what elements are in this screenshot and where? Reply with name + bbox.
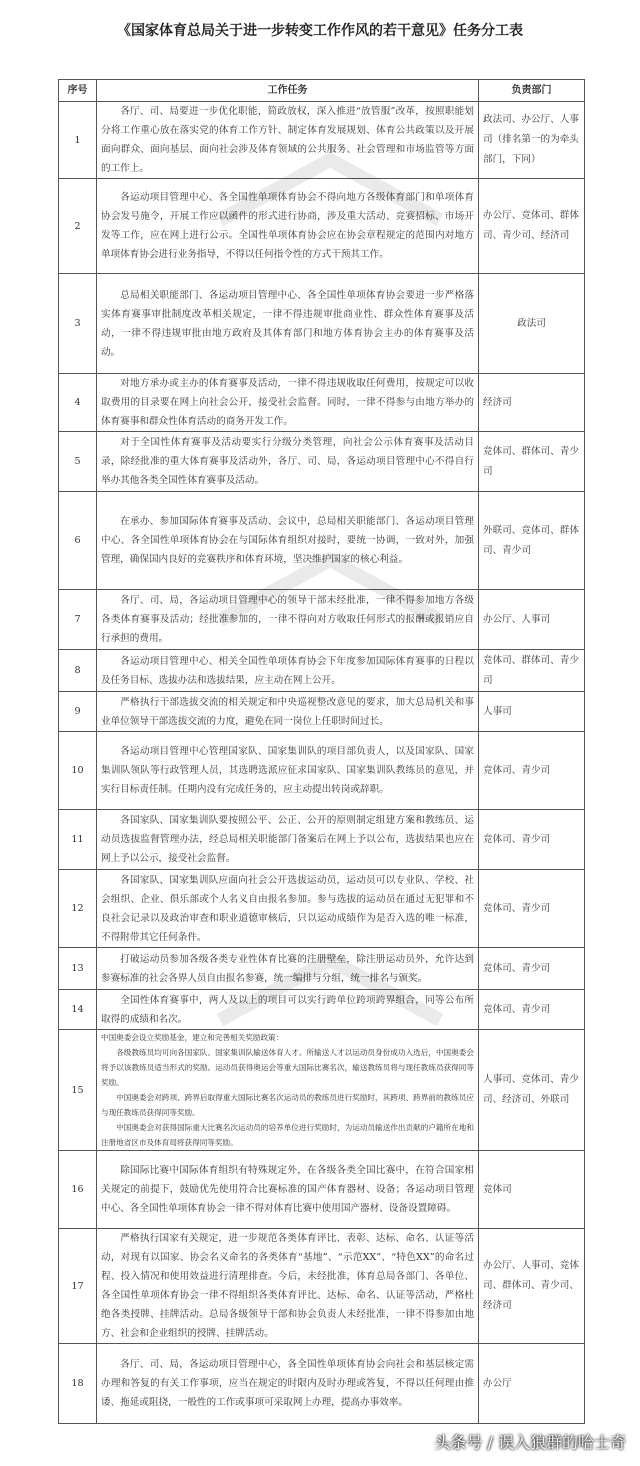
row-number: 9 [59, 692, 97, 732]
row-number: 18 [59, 1344, 97, 1424]
header-num: 序号 [59, 80, 97, 102]
row-task [97, 870, 479, 948]
table-row [59, 492, 585, 590]
row-number: 6 [59, 492, 97, 590]
task-paragraph: 各级教练员均可向各国家队、国家集训队输送体育人才。所输送人才以运动员身份成功入选后，中国奥委会将予以该教练员适当形式的奖励。运动员获得奥运会等重大国际比赛名次，输送教练员将与现任教练员获得同等奖励。 [101, 1048, 474, 1087]
row-number: 1 [59, 102, 97, 179]
row-task [97, 492, 479, 590]
table-row [59, 1229, 585, 1344]
table-row [59, 1344, 585, 1424]
row-number: 12 [59, 870, 97, 948]
table-row [59, 810, 585, 870]
task-paragraph: 各厅、司、局，各运动项目管理中心的领导干部未经批准，一律不得参加地方各级各类体育赛事及活动；经批准参加的，一律不得向对方收取任何形式的报酬或报销应自行承担的费用。 [101, 595, 474, 644]
table-row [59, 650, 585, 692]
table-row [59, 732, 585, 810]
row-department: 竞体司、青少司 [479, 948, 585, 990]
task-paragraph: 各运动项目管理中心、各全国性单项体育协会不得向地方各级体育部门和单项体育协会发号施令，开展工作应以函件的形式进行协商，涉及重大活动、竞赛招标、市场开发等工作，应在网上进行公示。全国性单项体育协会应在协会章程规定的范围内对地方单项体育协会进行业务指导，不得以任何指令性的方式干预其工作。 [101, 192, 474, 260]
row-department: 经济司 [479, 374, 585, 432]
task-paragraph: 中国奥委会设立奖励基金，建立和完善相关奖励政策： [101, 1033, 284, 1042]
table-header-row [59, 80, 585, 102]
watermark-text: 头条号 / 误入狼群的哈士奇 [434, 1433, 626, 1452]
task-paragraph: 各国家队、国家集训队要按照公平、公正、公开的原则制定组建方案和教练员、运动员选拔监督管理办法，经总局相关职能部门备案后在网上予以公布，选拔结果也应在网上予以公示，接受社会监督。 [101, 815, 474, 864]
row-task [97, 1344, 479, 1424]
row-department: 竞体司、青少司 [479, 810, 585, 870]
task-paragraph: 各厅、司、局要进一步优化职能，简政放权，深入推进“放管服”改革，按照职能划分将工作重心放在落实党的体育工作方针、制定体育发展规划、体育公共政策以及开展面向群众、面向基层、面向社会涉及体育领域的公共服务、社会管理和市场监管等方面的工作上。 [101, 106, 474, 174]
table-row [59, 274, 585, 374]
task-paragraph: 对于全国性体育赛事及活动要实行分级分类管理，向社会公示体育赛事及活动目录，除经批准的重大体育赛事及活动外，各厅、司、局，各运动项目管理中心不得自行举办其他各类全国性体育赛事及活动。 [101, 437, 474, 486]
row-number: 17 [59, 1229, 97, 1344]
table-row [59, 432, 585, 492]
row-number: 14 [59, 990, 97, 1030]
table-row [59, 590, 585, 650]
task-paragraph: 各运动项目管理中心、相关全国性单项体育协会下年度参加国际体育赛事的日程以及任务目标、选拔办法和选拔结果，应主动在网上公开。 [101, 655, 474, 686]
row-number: 5 [59, 432, 97, 492]
row-task [97, 732, 479, 810]
row-number: 3 [59, 274, 97, 374]
table-row [59, 1030, 585, 1151]
table-row [59, 870, 585, 948]
row-task [97, 590, 479, 650]
task-paragraph: 严格执行干部选拔交流的相关规定和中央巡视整改意见的要求，加大总局机关和事业单位领导干部选拔交流的力度，避免在同一岗位上任职时间过长。 [101, 696, 474, 727]
row-number: 11 [59, 810, 97, 870]
document-title: 《国家体育总局关于进一步转变工作作风的若干意见》任务分工表 [117, 23, 523, 39]
row-number: 15 [59, 1030, 97, 1151]
row-department: 竞体司、青少司 [479, 732, 585, 810]
row-task [97, 102, 479, 179]
task-paragraph: 全国性体育赛事中，两人及以上的项目可以实行跨单位跨项跨界组合，同等公布所取得的成绩和名次。 [101, 994, 474, 1025]
row-task [97, 1229, 479, 1344]
row-task [97, 650, 479, 692]
row-task [97, 948, 479, 990]
row-department: 竞体司、青少司 [479, 870, 585, 948]
task-paragraph: 打破运动员参加各级各类专业性体育比赛的注册壁垒，除注册运动员外，允许达到参赛标准的社会各界人员自由报名参赛，统一编排与分组，统一排名与颁奖。 [101, 953, 474, 984]
row-task [97, 432, 479, 492]
task-paragraph: 除国际比赛中国际体育组织有特殊规定外，在各级各类全国比赛中，在符合国家相关规定的前提下，鼓励优先使用符合比赛标准的国产体育器材、设备；各运动项目管理中心、各全国性单项体育协会一律不得对体育比赛中使用国产器材、设备设置障碍。 [101, 1165, 474, 1214]
row-department: 办公厅 [479, 1344, 585, 1424]
row-department: 政法司、办公厅、人事司（排名第一的为牵头部门，下同） [479, 102, 585, 179]
row-department: 竞体司、群体司、青少司 [479, 432, 585, 492]
row-number: 8 [59, 650, 97, 692]
row-task [97, 810, 479, 870]
task-paragraph: 严格执行国家有关规定，进一步规范各类体育评比、表彰、达标、命名、认证等活动，对现有以国家、协会名义命名的各类体育“基地”、“示范XX”、“特色XX”的命名过程、投入情况和使用效益进行清理排查。今后，未经批准，体育总局各部门、各单位、各全国性单项体育协会一律不得组织各类体育评比、达标、命名、认证等活动，严格杜绝各类授牌、挂牌活动。总局各级领导干部和协会负责人未经批准，一律不得参加由地方、社会和企业组织的授牌、挂牌活动。 [101, 1233, 474, 1339]
row-department: 竞体司、群体司、青少司 [479, 650, 585, 692]
row-task [97, 692, 479, 732]
table-row [59, 692, 585, 732]
table-row [59, 374, 585, 432]
task-paragraph: 中国奥委会对获得国际重大比赛名次运动员的培养单位进行奖励时，为运动员输送作出贡献的户籍所在地和注册地省区市及体育局将获得同等奖励。 [101, 1123, 474, 1147]
row-department: 办公厅、人事司、竞体司、群体司、青少司、经济司 [479, 1229, 585, 1344]
row-task [97, 1151, 479, 1229]
table-row [59, 990, 585, 1030]
table-row [59, 948, 585, 990]
task-paragraph: 对地方承办或主办的体育赛事及活动，一律不得违规收取任何费用，按规定可以收取费用的目录要在网上向社会公开，接受社会监督。同时，一律不得参与由地方举办的体育赛事和群众性体育活动的商务开发工作。 [101, 378, 474, 427]
row-number: 7 [59, 590, 97, 650]
row-department: 政法司 [479, 274, 585, 374]
task-table [58, 79, 585, 1424]
row-department: 竞体司 [479, 1151, 585, 1229]
row-task [97, 990, 479, 1030]
task-paragraph: 各国家队、国家集训队应面向社会公开选拔运动员，运动员可以专业队、学校、社会组织、企业、俱乐部或个人名义自由报名参加。参与选拔的运动员在通过无犯罪和不良社会记录以及政治审查和职业道德审核后，只以运动成绩作为是否入选的唯一标准，不得附带其它任何条件。 [101, 874, 474, 943]
header-task: 工作任务 [97, 80, 479, 102]
row-number: 13 [59, 948, 97, 990]
row-number: 16 [59, 1151, 97, 1229]
row-department: 外联司、竞体司、群体司、青少司 [479, 492, 585, 590]
task-paragraph: 各运动项目管理中心管理国家队、国家集训队的项目部负责人，以及国家队、国家集训队领队等行政管理人员，其选聘选派应征求国家队、国家集训队教练员的意见，并实行目标责任制。任期内没有完成任务的，应主动提出转岗或辞职。 [101, 746, 474, 795]
row-department: 竞体司、青少司 [479, 990, 585, 1030]
row-department: 办公厅、人事司 [479, 590, 585, 650]
row-department: 办公厅、竞体司、群体司、青少司、经济司 [479, 179, 585, 274]
task-paragraph: 在承办、参加国际体育赛事及活动、会议中，总局相关职能部门、各运动项目管理中心、各全国性单项体育协会在与国际体育组织对接时，要统一协调，一致对外，加强管理，确保国内良好的竞赛秩序和体育环境，坚决维护国家的核心利益。 [101, 516, 474, 565]
task-paragraph: 总局相关职能部门、各运动项目管理中心、各全国性单项体育协会要进一步严格落实体育赛事审批制度改革相关规定，一律不得违规审批商业性、群众性体育赛事及活动，一律不得违规审批由地方政府及其体育部门和地方体育协会主办的体育赛事及活动。 [101, 289, 474, 358]
table-row [59, 1151, 585, 1229]
task-paragraph: 中国奥委会对跨项、跨界后取得重大国际比赛名次运动员的教练员进行奖励时，其跨项、跨界前的教练员应与现任教练员获得同等奖励。 [101, 1093, 474, 1117]
table-row [59, 179, 585, 274]
task-paragraph: 各厅、司、局，各运动项目管理中心，各全国性单项体育协会向社会和基层核定需办理和答复的有关工作事项，应当在规定的时限内及时办理或答复，不得以任何理由推诿、拖延或阻挠，一般性的工作或事项可采取网上办理，提高办事效率。 [101, 1359, 474, 1408]
row-number: 4 [59, 374, 97, 432]
row-task [97, 1030, 479, 1151]
row-number: 10 [59, 732, 97, 810]
table-row [59, 102, 585, 179]
header-dept: 负责部门 [479, 80, 585, 102]
row-task [97, 274, 479, 374]
row-number: 2 [59, 179, 97, 274]
row-task [97, 179, 479, 274]
row-department: 人事司 [479, 692, 585, 732]
row-task [97, 374, 479, 432]
row-department: 人事司、竞体司、青少司、经济司、外联司 [479, 1030, 585, 1151]
